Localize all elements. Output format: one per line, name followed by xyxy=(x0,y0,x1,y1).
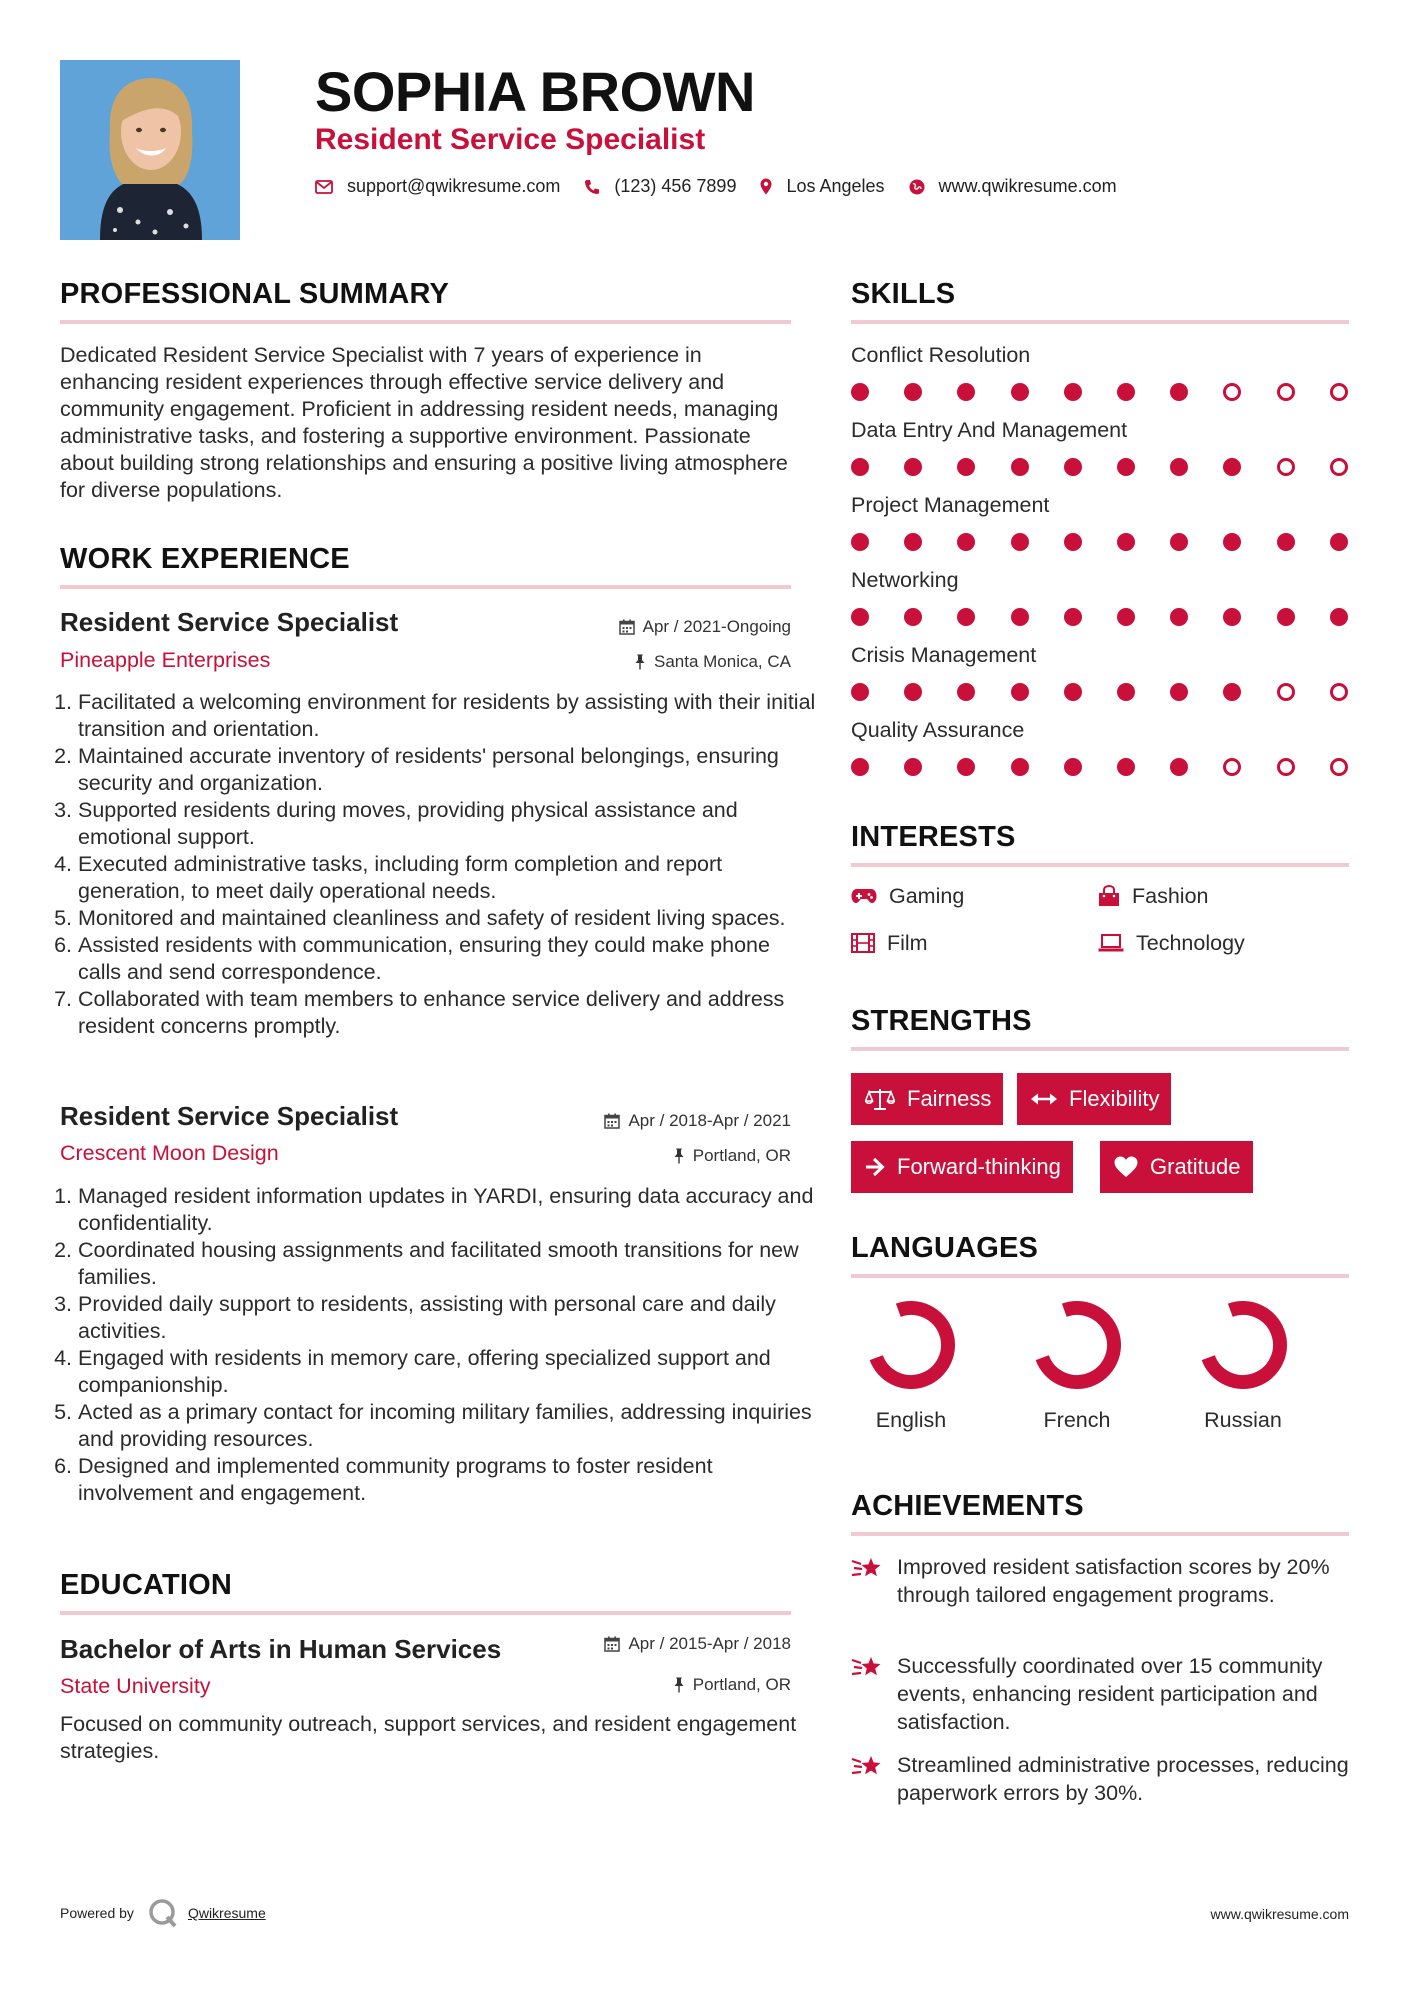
section-divider xyxy=(851,863,1349,867)
candidate-name: SOPHIA BROWN xyxy=(315,60,755,123)
rating-dot-filled xyxy=(957,758,975,776)
skill-rating xyxy=(851,456,1351,478)
job-location xyxy=(634,651,791,673)
rating-dot-filled xyxy=(1277,608,1295,626)
rating-dot-filled xyxy=(1011,383,1029,401)
rating-dot-empty xyxy=(1223,758,1241,776)
education-location xyxy=(673,1674,791,1696)
bullet-item: 4. Engaged with residents in memory care, offering specialized support and companionship. xyxy=(78,1345,818,1399)
rating-dot-empty xyxy=(1330,383,1348,401)
job-bullets xyxy=(60,1183,818,1507)
rating-dot-filled xyxy=(904,458,922,476)
section-title-achievements: ACHIEVEMENTS xyxy=(851,1490,1084,1522)
rating-dot-filled xyxy=(957,458,975,476)
rating-dot-filled xyxy=(957,533,975,551)
achievement-item xyxy=(851,1553,1351,1609)
skill-name: Project Management xyxy=(851,493,1050,517)
rating-dot-empty xyxy=(1277,383,1295,401)
pushpin-icon xyxy=(673,1677,685,1693)
qwikresume-logo-icon xyxy=(148,1898,178,1928)
job-location xyxy=(673,1145,791,1167)
location-text: Los Angeles xyxy=(786,176,885,196)
heart-icon xyxy=(1114,1156,1138,1178)
candidate-title: Resident Service Specialist xyxy=(315,123,706,156)
laptop-icon xyxy=(1098,934,1124,952)
portrait-image xyxy=(60,60,240,240)
skill-name: Networking xyxy=(851,568,959,592)
bullet-item: 6. Assisted residents with communication, ensuring they could make phone calls and send correspondence. xyxy=(78,932,818,986)
bullet-item: 1. Facilitated a welcoming environment for residents by assisting with their initial transition and orientation. xyxy=(78,689,818,743)
strength-fairness xyxy=(851,1073,1003,1125)
rating-dot-filled xyxy=(1170,383,1188,401)
rating-dot-empty xyxy=(1277,758,1295,776)
rating-dot-filled xyxy=(1064,533,1082,551)
language-level-ring xyxy=(866,1300,956,1390)
bullet-item: 5. Monitored and maintained cleanliness and safety of resident living spaces. xyxy=(78,905,818,932)
strength-label: Forward-thinking xyxy=(897,1154,1061,1179)
map-pin-icon xyxy=(760,178,772,195)
rating-dot-filled xyxy=(1330,608,1348,626)
achievement-text: Improved resident satisfaction scores by 20% through tailored engagement programs. xyxy=(897,1555,1330,1607)
rating-dot-empty xyxy=(1223,383,1241,401)
rating-dot-filled xyxy=(1011,758,1029,776)
rating-dot-filled xyxy=(1223,533,1241,551)
contact-location xyxy=(760,176,884,197)
rating-dot-filled xyxy=(1011,458,1029,476)
language-item xyxy=(1017,1300,1137,1433)
section-title-summary: PROFESSIONAL SUMMARY xyxy=(60,278,450,310)
language-item xyxy=(851,1300,971,1433)
job-title: Resident Service Specialist xyxy=(60,607,399,637)
degree-title: Bachelor of Arts in Human Services xyxy=(60,1634,502,1664)
rating-dot-empty xyxy=(1277,458,1295,476)
language-level-arc xyxy=(1042,1308,1114,1382)
rating-dot-filled xyxy=(1170,458,1188,476)
contact-bar xyxy=(315,176,1141,197)
strength-label: Fairness xyxy=(907,1086,992,1111)
section-title-interests: INTERESTS xyxy=(851,821,1016,853)
rating-dot-filled xyxy=(1064,608,1082,626)
language-name: Russian xyxy=(1204,1408,1282,1432)
rating-dot-filled xyxy=(1277,533,1295,551)
education-dates xyxy=(604,1633,791,1655)
phone-icon xyxy=(584,179,600,195)
website-text: www.qwikresume.com xyxy=(938,176,1117,196)
section-divider xyxy=(851,1532,1349,1536)
language-name: French xyxy=(1043,1408,1111,1432)
skill-name: Data Entry And Management xyxy=(851,418,1128,442)
job-dates-text: Apr / 2018-Apr / 2021 xyxy=(628,1111,791,1130)
strength-label: Gratitude xyxy=(1150,1154,1241,1179)
rating-dot-filled xyxy=(1117,758,1135,776)
language-level-ring xyxy=(1032,1300,1122,1390)
powered-by-text: Powered by xyxy=(60,1905,134,1921)
bullet-item: 7. Collaborated with team members to enhance service delivery and address resident concerns promptly. xyxy=(78,986,818,1040)
rating-dot-filled xyxy=(1117,533,1135,551)
interest-label: Technology xyxy=(1136,931,1245,955)
rating-dot-filled xyxy=(851,383,869,401)
rating-dot-filled xyxy=(1064,383,1082,401)
rating-dot-filled xyxy=(1223,683,1241,701)
achievement-text: Streamlined administrative processes, reducing paperwork errors by 30%. xyxy=(897,1753,1349,1805)
shooting-star-icon xyxy=(851,1654,883,1680)
rating-dot-filled xyxy=(904,533,922,551)
section-title-languages: LANGUAGES xyxy=(851,1232,1039,1264)
achievement-item xyxy=(851,1751,1351,1807)
rating-dot-empty xyxy=(1330,683,1348,701)
section-divider xyxy=(851,320,1349,324)
rating-dot-filled xyxy=(1170,683,1188,701)
rating-dot-filled xyxy=(851,758,869,776)
rating-dot-filled xyxy=(1117,608,1135,626)
skill-rating xyxy=(851,531,1351,553)
bullet-item: 2. Maintained accurate inventory of residents' personal belongings, ensuring security and organization. xyxy=(78,743,818,797)
language-item xyxy=(1183,1300,1303,1433)
language-level-arc xyxy=(876,1308,948,1382)
bullet-item: 4. Executed administrative tasks, including form completion and report generation, to meet daily operational needs. xyxy=(78,851,818,905)
contact-phone[interactable] xyxy=(584,176,736,197)
interest-technology xyxy=(1098,929,1245,957)
strength-flexibility xyxy=(1017,1073,1171,1125)
job-dates xyxy=(619,616,791,638)
calendar-icon xyxy=(619,619,635,635)
section-title-experience: WORK EXPERIENCE xyxy=(60,543,350,575)
bullet-item: 2. Coordinated housing assignments and facilitated smooth transitions for new families. xyxy=(78,1237,818,1291)
bullet-item: 5. Acted as a primary contact for incoming military families, addressing inquiries and providing resources. xyxy=(78,1399,818,1453)
interest-label: Film xyxy=(887,931,928,955)
job-title: Resident Service Specialist xyxy=(60,1101,399,1131)
skill-name: Conflict Resolution xyxy=(851,343,1031,367)
rating-dot-filled xyxy=(904,608,922,626)
rating-dot-filled xyxy=(904,683,922,701)
interest-gaming xyxy=(851,882,964,910)
summary-text: Dedicated Resident Service Specialist with 7 years of experience in enhancing resident experiences through effective service delivery and community engagement. Proficient in addressing resident needs, managing administrative tasks, and fostering a supportive environment. Passionate about building strong relationships and ensuring a positive living atmosphere for diverse populations. xyxy=(60,343,788,502)
bullet-item: 1. Managed resident information updates in YARDI, ensuring data accuracy and confidentiality. xyxy=(78,1183,818,1237)
rating-dot-filled xyxy=(1170,758,1188,776)
interest-film xyxy=(851,929,928,957)
bullet-item: 3. Provided daily support to residents, assisting with personal care and daily activities. xyxy=(78,1291,818,1345)
pushpin-icon xyxy=(634,654,646,670)
calendar-icon xyxy=(604,1636,620,1652)
achievement-item xyxy=(851,1652,1351,1736)
rating-dot-empty xyxy=(1330,758,1348,776)
rating-dot-filled xyxy=(1170,608,1188,626)
section-divider xyxy=(60,320,791,324)
interest-label: Gaming xyxy=(889,884,965,908)
job-dates-text: Apr / 2021-Ongoing xyxy=(642,617,791,636)
pushpin-icon xyxy=(673,1148,685,1164)
rating-dot-filled xyxy=(851,608,869,626)
education-description: Focused on community outreach, support services, and resident engagement strategies. xyxy=(60,1712,797,1763)
rating-dot-filled xyxy=(1064,683,1082,701)
rating-dot-filled xyxy=(851,458,869,476)
rating-dot-filled xyxy=(957,683,975,701)
job-dates xyxy=(604,1110,791,1132)
job-bullets xyxy=(60,689,818,1040)
language-name: English xyxy=(875,1408,947,1432)
rating-dot-filled xyxy=(957,608,975,626)
interest-fashion xyxy=(1098,882,1209,910)
rating-dot-filled xyxy=(1117,383,1135,401)
bullet-item: 3. Supported residents during moves, providing physical assistance and emotional support. xyxy=(78,797,818,851)
footer-powered-by xyxy=(60,1898,266,1928)
section-divider xyxy=(60,585,791,589)
rating-dot-filled xyxy=(1330,533,1348,551)
skill-rating xyxy=(851,606,1351,628)
rating-dot-filled xyxy=(957,383,975,401)
section-divider xyxy=(851,1274,1349,1278)
rating-dot-filled xyxy=(1223,458,1241,476)
gamepad-icon xyxy=(851,888,877,904)
rating-dot-filled xyxy=(904,383,922,401)
rating-dot-empty xyxy=(1330,458,1348,476)
rating-dot-filled xyxy=(1170,533,1188,551)
education-location-text: Portland, OR xyxy=(692,1675,791,1694)
rating-dot-filled xyxy=(1064,458,1082,476)
strength-label: Flexibility xyxy=(1069,1086,1160,1111)
shopping-bag-icon xyxy=(1098,885,1120,907)
section-title-skills: SKILLS xyxy=(851,278,956,310)
envelope-icon xyxy=(315,180,333,194)
skill-name: Crisis Management xyxy=(851,643,1037,667)
section-title-strengths: STRENGTHS xyxy=(851,1005,1032,1037)
rating-dot-filled xyxy=(904,758,922,776)
education-dates-text: Apr / 2015-Apr / 2018 xyxy=(628,1634,791,1653)
rating-dot-filled xyxy=(1117,683,1135,701)
rating-dot-filled xyxy=(1117,458,1135,476)
email-text: support@qwikresume.com xyxy=(347,176,561,196)
rating-dot-filled xyxy=(1011,608,1029,626)
calendar-icon xyxy=(604,1113,620,1129)
achievement-text: Successfully coordinated over 15 community events, enhancing resident participation and satisfaction. xyxy=(897,1654,1323,1734)
rating-dot-filled xyxy=(1223,608,1241,626)
rating-dot-filled xyxy=(1011,533,1029,551)
arrow-right-icon xyxy=(865,1157,885,1177)
interest-label: Fashion xyxy=(1132,884,1209,908)
job-location-text: Santa Monica, CA xyxy=(653,652,791,671)
section-divider xyxy=(851,1047,1349,1051)
phone-text: (123) 456 7899 xyxy=(614,176,737,196)
section-title-education: EDUCATION xyxy=(60,1569,233,1601)
job-company: Pineapple Enterprises xyxy=(60,648,271,672)
section-divider xyxy=(60,1611,791,1615)
brand-link[interactable]: Qwikresume xyxy=(187,1905,266,1921)
rating-dot-filled xyxy=(1011,683,1029,701)
rating-dot-filled xyxy=(1064,758,1082,776)
globe-icon xyxy=(909,179,925,195)
bullet-item: 6. Designed and implemented community programs to foster resident involvement and engagement. xyxy=(78,1453,818,1507)
skill-rating xyxy=(851,681,1351,703)
shooting-star-icon xyxy=(851,1555,883,1581)
skill-name: Quality Assurance xyxy=(851,718,1025,742)
job-company: Crescent Moon Design xyxy=(60,1141,279,1165)
language-level-arc xyxy=(1208,1308,1280,1382)
rating-dot-filled xyxy=(851,683,869,701)
language-level-ring xyxy=(1198,1300,1288,1390)
skill-rating xyxy=(851,756,1351,778)
contact-email[interactable] xyxy=(315,176,560,197)
film-icon xyxy=(851,933,875,953)
contact-website[interactable] xyxy=(909,176,1117,197)
rating-dot-empty xyxy=(1277,683,1295,701)
footer-website[interactable]: www.qwikresume.com xyxy=(1210,1906,1349,1922)
shooting-star-icon xyxy=(851,1753,883,1779)
arrows-horizontal-icon xyxy=(1031,1092,1057,1106)
strength-forward-thinking xyxy=(851,1141,1073,1193)
job-location-text: Portland, OR xyxy=(692,1146,791,1165)
profile-photo xyxy=(60,60,240,240)
skill-rating xyxy=(851,381,1351,403)
rating-dot-filled xyxy=(851,533,869,551)
school-name: State University xyxy=(60,1674,211,1698)
strength-gratitude xyxy=(1100,1141,1253,1193)
balance-scale-icon xyxy=(865,1087,895,1111)
